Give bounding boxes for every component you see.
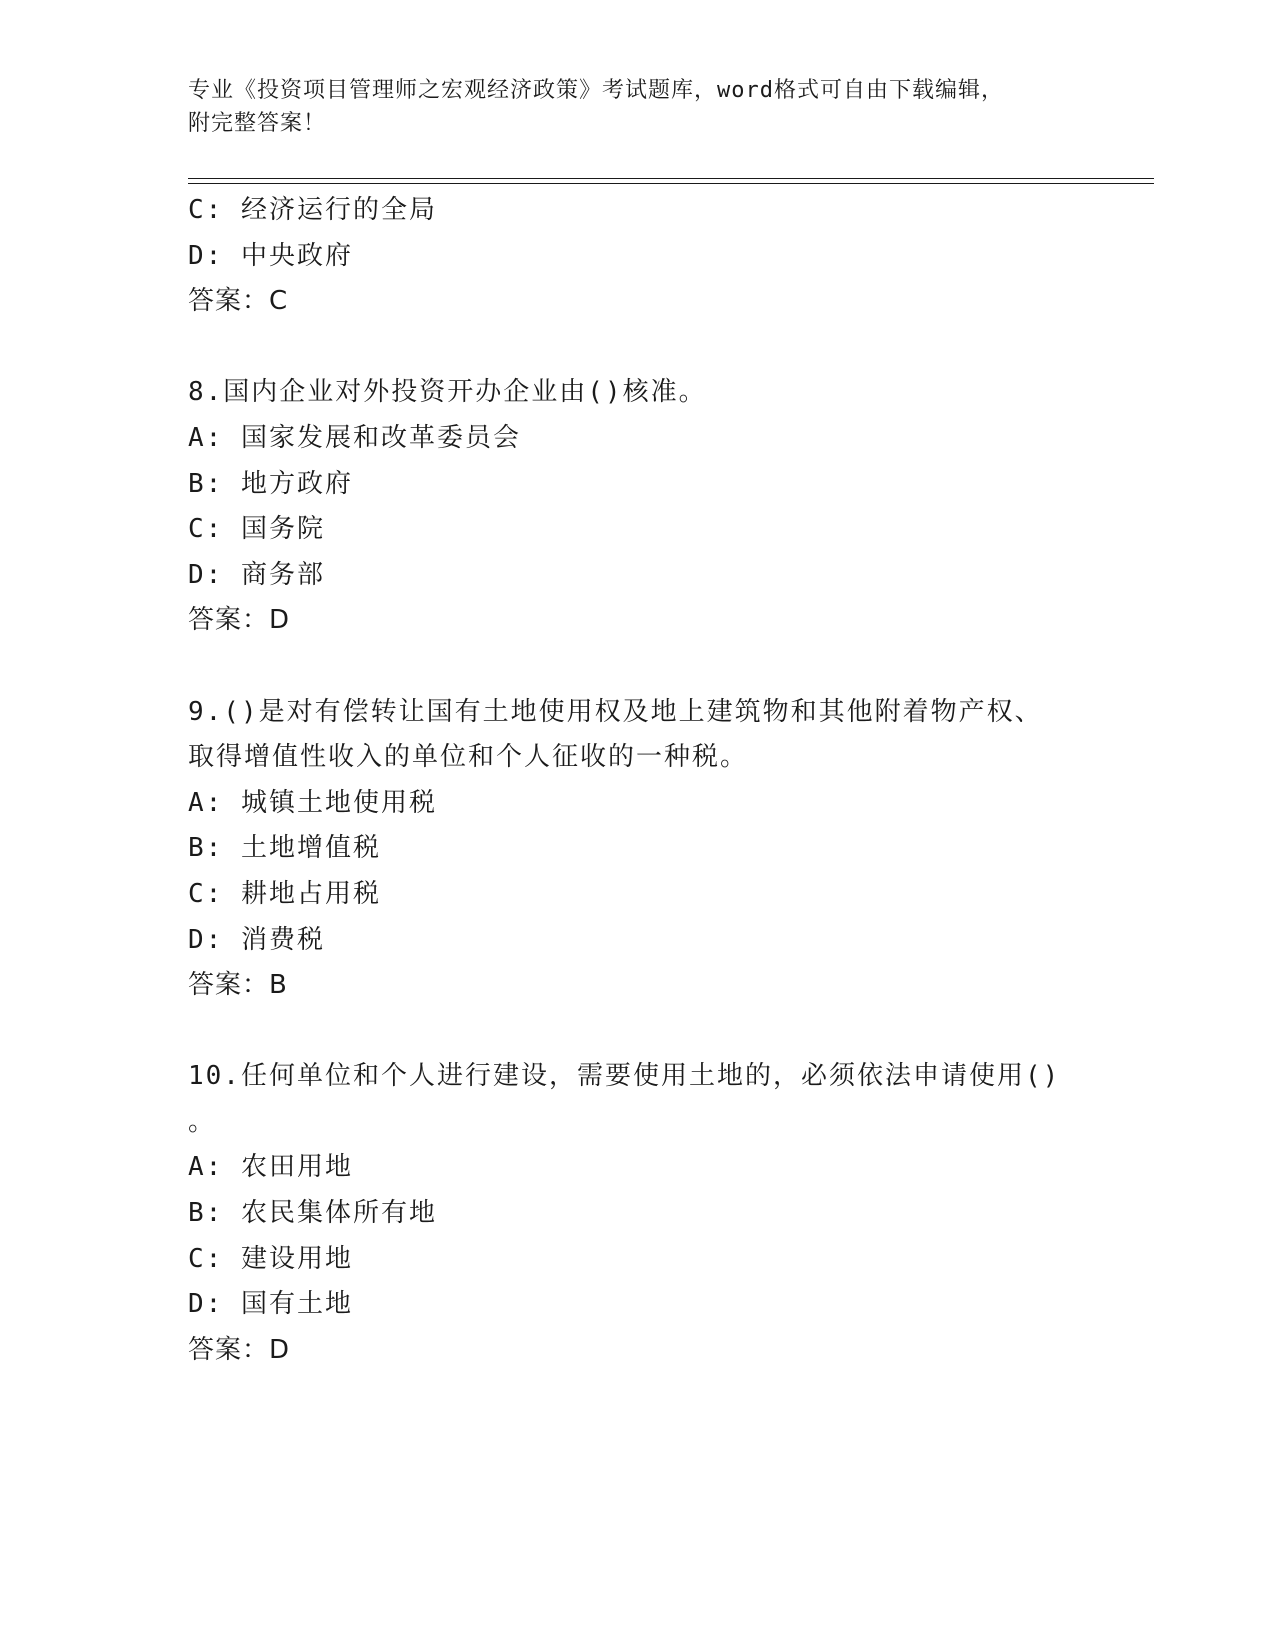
answer-line: 答案：B xyxy=(188,970,288,1001)
question-stem-continued: 取得增值性收入的单位和个人征收的一种税。 xyxy=(188,742,749,773)
option-label: A: xyxy=(188,422,241,453)
answer-line: 答案：D xyxy=(188,1334,291,1365)
option-label: D: xyxy=(188,924,241,955)
option-line xyxy=(188,918,1088,964)
option-line xyxy=(188,234,1088,280)
question-stem: 10.任何单位和个人进行建设，需要使用土地的，必须依法申请使用() xyxy=(188,1061,1061,1092)
question-content xyxy=(188,188,1088,1373)
option-text: 国务院 xyxy=(240,514,325,545)
option-line xyxy=(188,1191,1088,1237)
spacer xyxy=(188,325,1088,371)
option-text: 国有土地 xyxy=(240,1289,353,1320)
spacer xyxy=(188,1009,1088,1055)
option-text: 土地增值税 xyxy=(240,833,381,864)
option-line xyxy=(188,462,1088,508)
option-label: C: xyxy=(188,878,241,909)
option-label: B: xyxy=(188,1198,241,1229)
option-line xyxy=(188,1145,1088,1191)
header-divider-top xyxy=(188,178,1154,179)
document-header xyxy=(188,74,1088,140)
option-label: D: xyxy=(188,1289,241,1320)
header-line-2: 附完整答案！ xyxy=(188,111,327,136)
option-label: B: xyxy=(188,833,241,864)
option-line xyxy=(188,553,1088,599)
option-text: 商务部 xyxy=(240,559,325,590)
option-label: C: xyxy=(188,1243,241,1274)
option-label: C: xyxy=(188,195,241,225)
answer-line: 答案：D xyxy=(188,605,291,636)
answer-line: 答案：C xyxy=(188,286,289,317)
option-line xyxy=(188,1282,1088,1328)
option-label: A: xyxy=(188,1152,241,1183)
option-text: 农田用地 xyxy=(240,1152,353,1183)
option-line xyxy=(188,416,1088,462)
option-line xyxy=(188,1237,1088,1283)
question-stem: 8.国内企业对外投资开办企业由()核准。 xyxy=(188,377,707,408)
header-divider-bottom xyxy=(188,183,1154,184)
question-block-8 xyxy=(188,370,1088,644)
option-text: 耕地占用税 xyxy=(240,878,381,909)
option-line xyxy=(188,872,1088,918)
question-stem-continued: 。 xyxy=(188,1106,217,1137)
prev-question-block xyxy=(188,188,1088,325)
option-label: C: xyxy=(188,514,241,545)
spacer xyxy=(188,644,1088,690)
option-line xyxy=(188,781,1088,827)
option-label: A: xyxy=(188,787,241,818)
option-line xyxy=(188,826,1088,872)
question-stem: 9.()是对有偿转让国有土地使用权及地上建筑物和其他附着物产权、 xyxy=(188,696,1043,727)
option-text: 农民集体所有地 xyxy=(240,1198,437,1229)
question-block-10 xyxy=(188,1054,1088,1373)
option-text: 经济运行的全局 xyxy=(240,195,437,225)
option-text: 城镇土地使用税 xyxy=(240,787,437,818)
header-line-1: 专业《投资项目管理师之宏观经济政策》考试题库，word格式可自由下载编辑， xyxy=(188,78,1004,103)
option-line xyxy=(188,188,1088,234)
option-text: 消费税 xyxy=(240,924,325,955)
option-text: 建设用地 xyxy=(240,1243,353,1274)
option-label: B: xyxy=(188,468,241,499)
option-line xyxy=(188,507,1088,553)
question-block-9 xyxy=(188,690,1088,1009)
option-label: D: xyxy=(188,559,241,590)
option-text: 地方政府 xyxy=(240,468,353,499)
option-label: D: xyxy=(188,240,241,271)
option-text: 国家发展和改革委员会 xyxy=(240,422,521,453)
option-text: 中央政府 xyxy=(240,240,353,271)
